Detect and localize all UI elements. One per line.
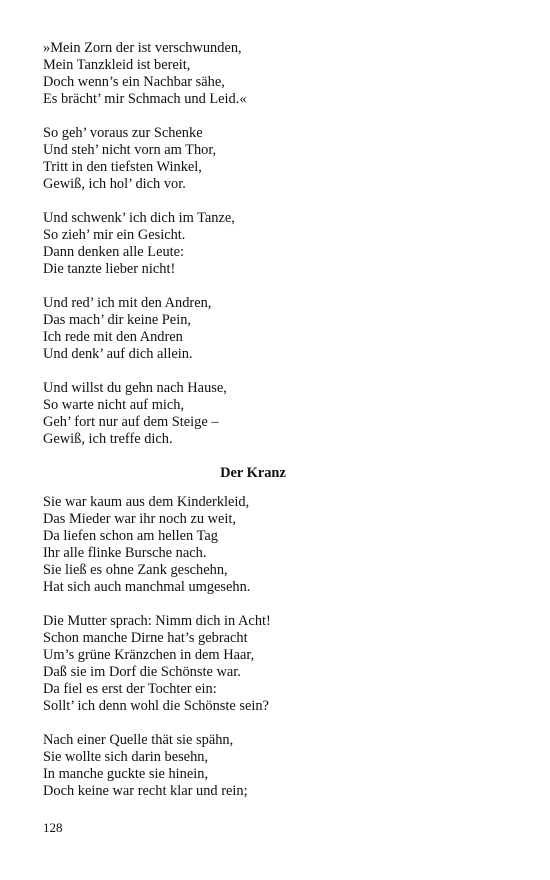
- verse-line: Sie war kaum aus dem Kinderkleid,: [43, 494, 250, 510]
- verse-line: Sollt’ ich denn wohl die Schönste sein?: [43, 698, 269, 714]
- verse-line: Sie ließ es ohne Zank geschehn,: [43, 562, 228, 578]
- verse-line: Das Mieder war ihr noch zu weit,: [43, 511, 237, 527]
- verse-line: Und willst du gehn nach Hause,: [43, 380, 227, 396]
- stanza: [43, 380, 503, 448]
- verse-line: Dann denken alle Leute:: [43, 244, 185, 260]
- stanza: [43, 125, 503, 193]
- stanza: [43, 295, 503, 363]
- verse-line: Daß sie im Dorf die Schönste war.: [43, 664, 241, 680]
- verse-line: So zieh’ mir ein Gesicht.: [43, 227, 186, 243]
- verse-line: So warte nicht auf mich,: [43, 397, 185, 413]
- verse-line: Und schwenk’ ich dich im Tanze,: [43, 210, 235, 226]
- verse-line: Ich rede mit den Andren: [43, 329, 183, 345]
- verse-line: Sie wollte sich darin besehn,: [43, 749, 209, 765]
- verse-line: Doch wenn’s ein Nachbar sähe,: [43, 74, 225, 90]
- stanza: [43, 732, 503, 800]
- verse-line: Es brächt’ mir Schmach und Leid.«: [43, 91, 247, 107]
- verse-line: In manche guckte sie hinein,: [43, 766, 209, 782]
- verse-line: Da fiel es erst der Tochter ein:: [43, 681, 217, 697]
- verse-line: Tritt in den tiefsten Winkel,: [43, 159, 202, 175]
- stanza: [43, 210, 503, 278]
- verse-line: Nach einer Quelle thät sie spähn,: [43, 732, 234, 748]
- verse-line: Die tanzte lieber nicht!: [43, 261, 176, 277]
- verse-line: Die Mutter sprach: Nimm dich in Acht!: [43, 613, 271, 629]
- verse-line: Ihr alle flinke Bursche nach.: [43, 545, 207, 561]
- verse-line: »Mein Zorn der ist verschwunden,: [43, 40, 242, 56]
- verse-line: Gewiß, ich hol’ dich vor.: [43, 176, 186, 192]
- page-content: [43, 40, 503, 817]
- poem-title: Der Kranz: [220, 465, 286, 481]
- stanza: [43, 494, 503, 596]
- stanza: [43, 40, 503, 108]
- poem-2: [43, 465, 503, 800]
- verse-line: Schon manche Dirne hat’s gebracht: [43, 630, 248, 646]
- verse-line: Doch keine war recht klar und rein;: [43, 783, 248, 799]
- stanza: [43, 613, 503, 715]
- verse-line: Geh’ fort nur auf dem Steige –: [43, 414, 219, 430]
- verse-line: Das mach’ dir keine Pein,: [43, 312, 191, 328]
- verse-line: Gewiß, ich treffe dich.: [43, 431, 173, 447]
- verse-line: Und steh’ nicht vorn am Thor,: [43, 142, 217, 158]
- verse-line: Um’s grüne Kränzchen in dem Haar,: [43, 647, 255, 663]
- verse-line: Und denk’ auf dich allein.: [43, 346, 193, 362]
- verse-line: Und red’ ich mit den Andren,: [43, 295, 212, 311]
- poem-1: [43, 40, 503, 448]
- verse-line: Da liefen schon am hellen Tag: [43, 528, 218, 544]
- verse-line: So geh’ voraus zur Schenke: [43, 125, 203, 141]
- verse-line: Hat sich auch manchmal umgesehn.: [43, 579, 251, 595]
- page-number: 128: [43, 820, 63, 835]
- verse-line: Mein Tanzkleid ist bereit,: [43, 57, 191, 73]
